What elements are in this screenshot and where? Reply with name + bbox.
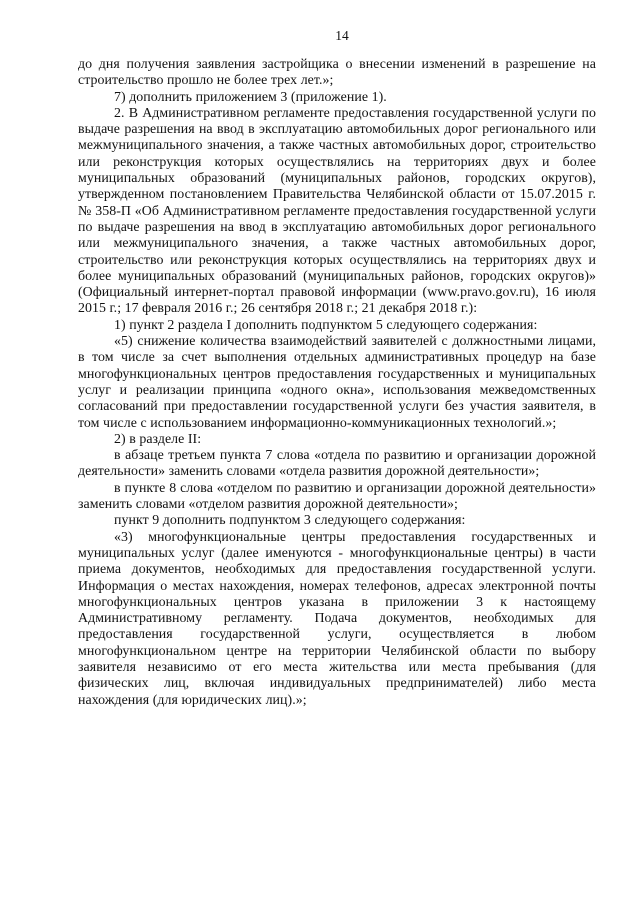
paragraph: «5) снижение количества взаимодействий заявителей с должностными лицами, в том числе за счет выполнения отдельных административных процедур на базе многофункциональных центров предоставления государственных и муниципальных услуг и реализации принципа «одного окна», использования межведомственных согласований при предоставлении государственной услуги без участия заявителя, в том числе с использованием информационно-коммуникационных технологий.»; [78, 334, 596, 431]
paragraph: в абзаце третьем пункта 7 слова «отдела по развитию и организации дорожной деятельности» заменить словами «отдела развития дорожной деятельности»; [78, 448, 596, 480]
paragraph: 7) дополнить приложением 3 (приложение 1). [114, 89, 387, 105]
paragraph: 2) в разделе II: [114, 431, 202, 447]
document-body [78, 57, 596, 709]
page-number: 14 [335, 28, 349, 43]
paragraph: до дня получения заявления застройщика о внесении изменений в разрешение на строительство прошло не более трех лет.»; [78, 57, 596, 89]
paragraph: «3) многофункциональные центры предоставления государственных и муниципальных услуг (далее именуются - многофункциональные центры) в части приема документов, необходимых для предоставления государственной услуги. Информация о местах нахождения, номерах телефонов, адресах электронной почты многофункциональных центров указана в приложении 3 к настоящему Административному регламенту. Подача документов, необходимых для предоставления государственной услуги, осуществляется в любом многофункциональном центре на территории Челябинской области по выбору заявителя независимо от его места жительства или места пребывания (для физических лиц, включая индивидуальных предпринимателей) либо места нахождения (для юридических лиц).»; [78, 529, 596, 708]
paragraph: пункт 9 дополнить подпунктом 3 следующего содержания: [114, 513, 466, 529]
paragraph: 2. В Административном регламенте предоставления государственной услуги по выдаче разрешения на ввод в эксплуатацию автомобильных дорог регионального или межмуниципального значения, а также частных автомобильных дорог, строительство или реконструкция которых осуществлялись на территориях двух и более муниципальных образований (муниципальных районов, городских округов), утвержденном постановлением Правительства Челябинской области от 15.07.2015 г. № 358-П «Об Административном регламенте предоставления государственной услуги по выдаче разрешения на ввод в эксплуатацию автомобильных дорог регионального или межмуниципального значения, а также частных автомобильных дорог, строительство или реконструкция которых осуществлялись на территориях двух и более муниципальных образований (муниципальных районов, городских округов)» (Официальный интернет-портал правовой информации (www.pravo.gov.ru), 16 июля 2015 г.; 17 февраля 2016 г.; 26 сентября 2018 г.; 21 декабря 2018 г.): [78, 105, 596, 317]
paragraph: 1) пункт 2 раздела I дополнить подпунктом 5 следующего содержания: [114, 317, 538, 333]
paragraph: в пункте 8 слова «отделом по развитию и организации дорожной деятельности» заменить словами «отделом развития дорожной деятельности»; [78, 480, 596, 513]
